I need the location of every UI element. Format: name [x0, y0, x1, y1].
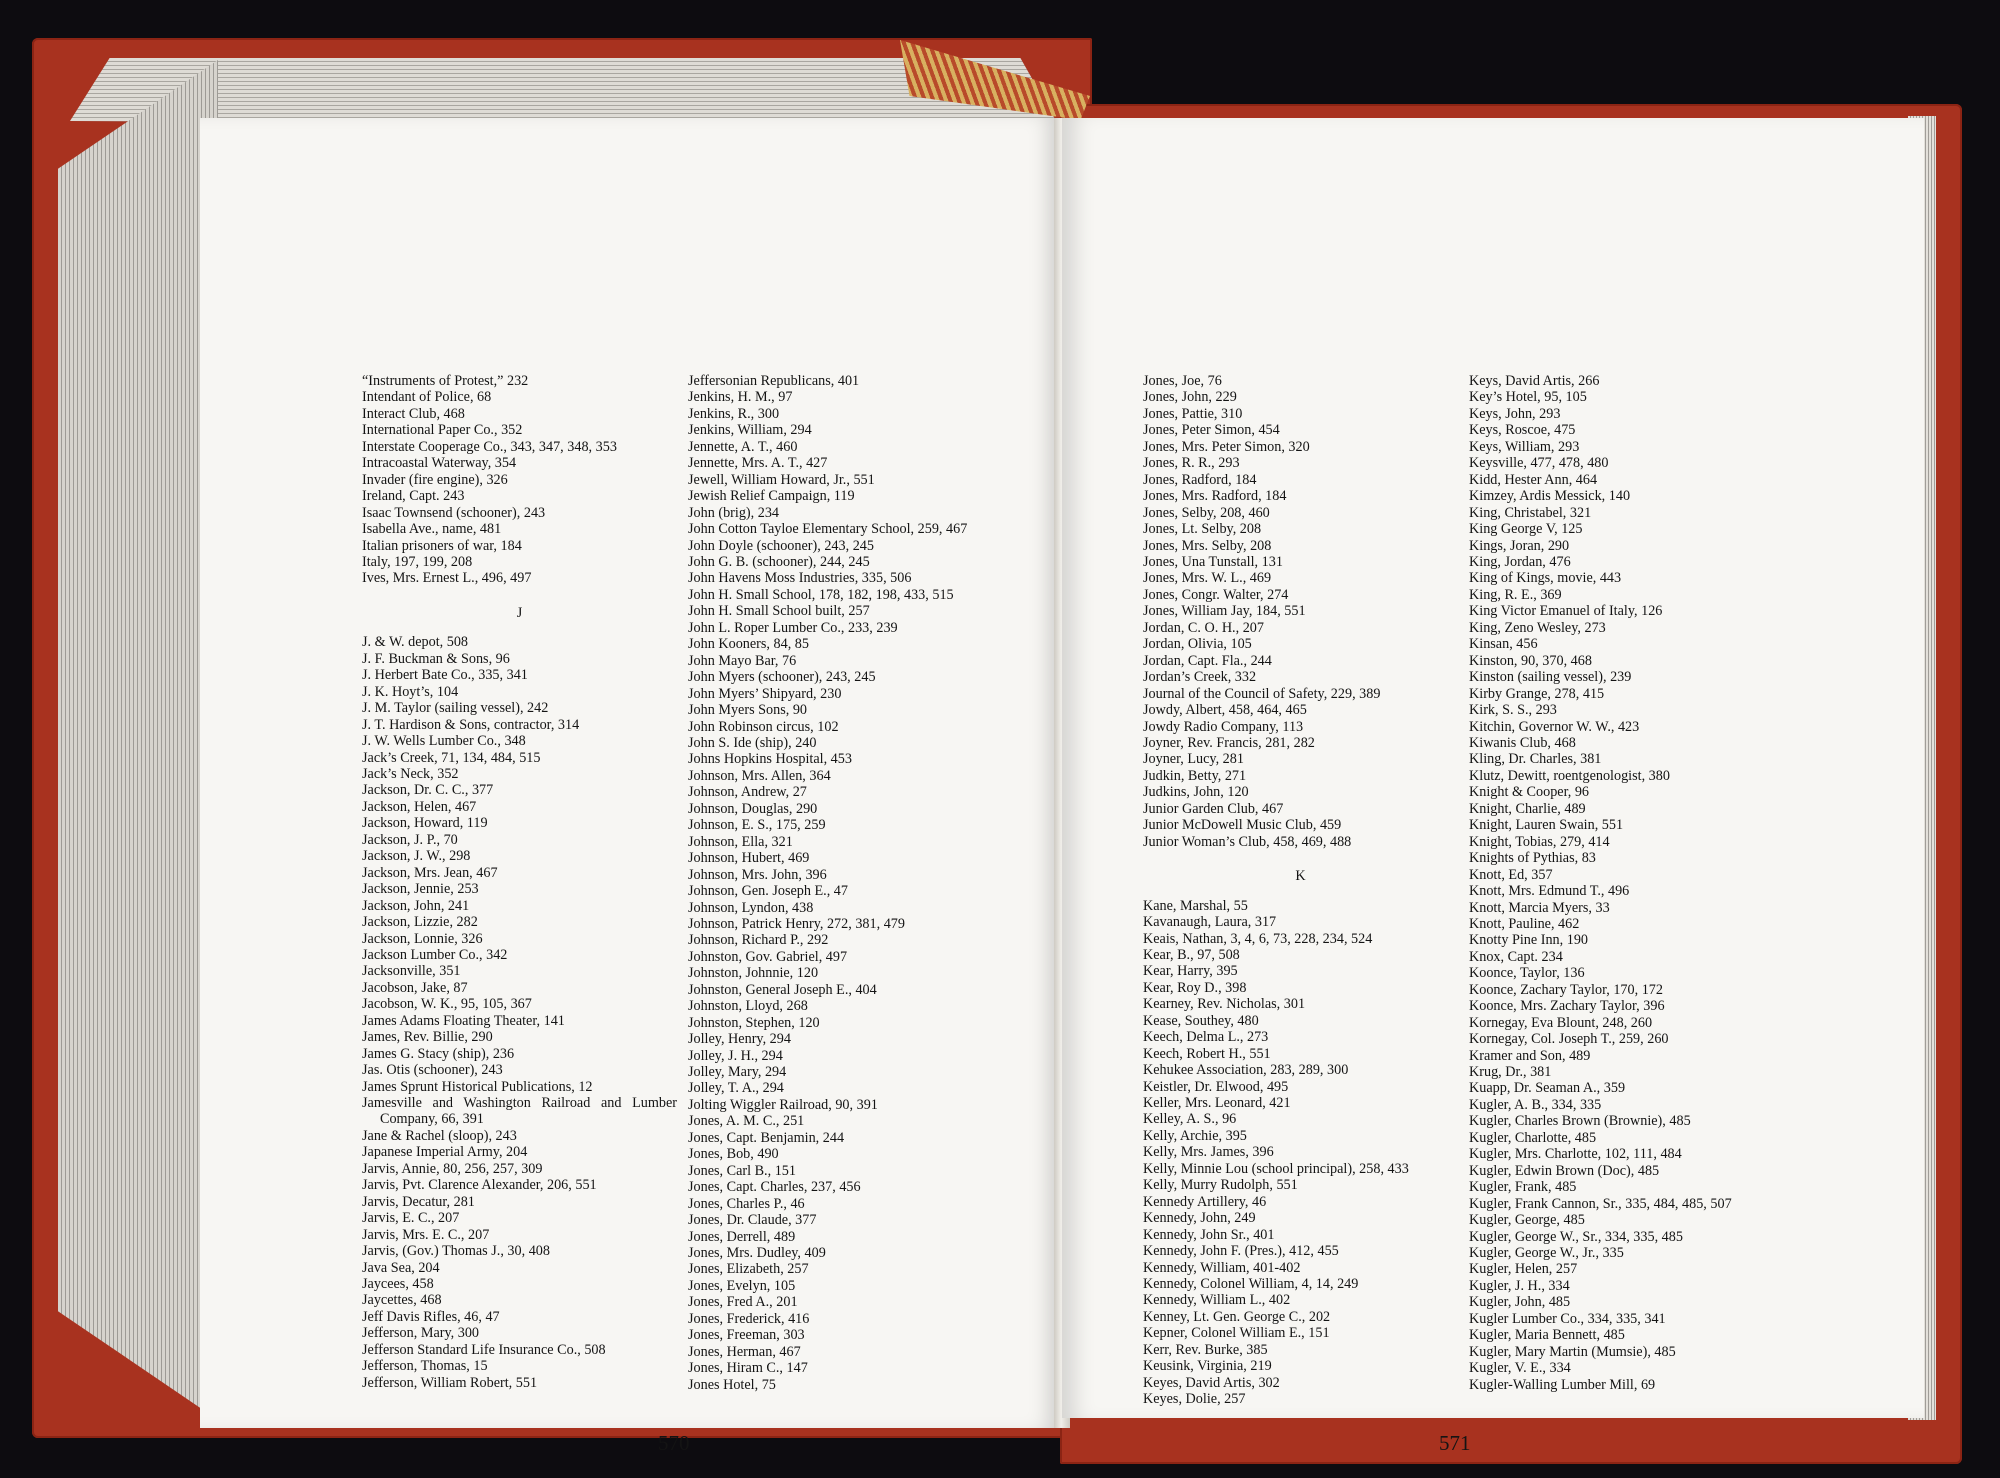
index-entry: Jacobson, W. K., 95, 105, 367	[362, 996, 532, 1013]
index-entry: Kimzey, Ardis Messick, 140	[1469, 488, 1631, 505]
index-entry: Knight & Cooper, 96	[1469, 784, 1590, 801]
index-entry: John (brig), 234	[688, 504, 780, 521]
index-entry: Kornegay, Col. Joseph T., 259, 260	[1469, 1031, 1669, 1048]
index-entry: Kirk, S. S., 293	[1469, 702, 1557, 719]
index-entry: John S. Ide (ship), 240	[688, 734, 817, 751]
index-entry: “Instruments of Protest,” 232	[362, 373, 529, 389]
index-entry: Kerr, Rev. Burke, 385	[1143, 1341, 1268, 1358]
index-entry: J. Herbert Bate Co., 335, 341	[362, 667, 528, 684]
index-entry: Jackson Lumber Co., 342	[362, 946, 508, 963]
index-entry: Johnson, Gen. Joseph E., 47	[688, 883, 848, 900]
index-entry: Johnson, Richard P., 292	[688, 932, 829, 949]
index-entry: Kelly, Archie, 395	[1143, 1127, 1247, 1144]
index-entry: Jones, Mrs. Dudley, 409	[688, 1245, 826, 1262]
index-entry: Keech, Delma L., 273	[1143, 1029, 1269, 1046]
index-entry: Jefferson, William Robert, 551	[362, 1374, 538, 1391]
index-entry: Kugler-Walling Lumber Mill, 69	[1469, 1376, 1656, 1393]
right-page	[1062, 118, 1924, 1455]
index-entry: John Havens Moss Industries, 335, 506	[688, 570, 912, 587]
index-entry: Jones, Congr. Walter, 274	[1143, 586, 1289, 603]
index-entry: Jones, Fred A., 201	[688, 1294, 798, 1311]
index-entry: King Victor Emanuel of Italy, 126	[1469, 603, 1663, 620]
index-entry: Jack’s Creek, 71, 134, 484, 515	[362, 749, 541, 766]
index-entry: Jenkins, H. M., 97	[688, 389, 793, 406]
index-entry: Jaycees, 458	[362, 1276, 434, 1293]
index-entry: Kugler Lumber Co., 334, 335, 341	[1469, 1310, 1666, 1327]
index-entry: Kugler, Mrs. Charlotte, 102, 111, 484	[1469, 1146, 1682, 1163]
index-entry: Jones, Evelyn, 105	[688, 1277, 796, 1294]
index-entry: Keech, Robert H., 551	[1143, 1045, 1271, 1062]
index-entry: Kear, Roy D., 398	[1143, 979, 1247, 996]
index-entry: Jefferson Standard Life Insurance Co., 508	[362, 1341, 606, 1358]
index-entry: King George V, 125	[1469, 521, 1583, 538]
index-entry: King, Zeno Wesley, 273	[1469, 619, 1606, 636]
index-entry: Jennette, Mrs. A. T., 427	[688, 455, 828, 472]
index-entry: Johnston, Gov. Gabriel, 497	[688, 948, 848, 965]
index-entry: Kugler, J. H., 334	[1469, 1277, 1570, 1294]
index-entry: Knox, Capt. 234	[1469, 948, 1563, 965]
index-entry: Italy, 197, 199, 208	[362, 553, 473, 570]
index-entry: Kelly, Murry Rudolph, 551	[1143, 1177, 1298, 1194]
index-entry: Jones, Carl B., 151	[688, 1162, 796, 1179]
index-entry: Klutz, Dewitt, roentgenologist, 380	[1469, 767, 1670, 784]
index-entry: Jackson, J. W., 298	[362, 848, 471, 865]
index-entry: Keyes, David Artis, 302	[1143, 1374, 1280, 1391]
index-entry: Ives, Mrs. Ernest L., 496, 497	[362, 570, 532, 587]
index-entry: Jarvis, Pvt. Clarence Alexander, 206, 551	[362, 1177, 597, 1194]
index-entry: Jones, Mrs. W. L., 469	[1143, 570, 1272, 587]
index-entry: Jack’s Neck, 352	[362, 765, 459, 782]
index-entry: Kugler, John, 485	[1469, 1294, 1571, 1311]
index-entry: John Doyle (schooner), 243, 245	[688, 537, 874, 554]
index-entry: Kidd, Hester Ann, 464	[1469, 471, 1598, 488]
index-entry: John Cotton Tayloe Elementary School, 259, 467	[688, 521, 968, 538]
index-entry: Judkin, Betty, 271	[1143, 767, 1247, 784]
index-entry: James Sprunt Historical Publications, 12	[362, 1078, 593, 1095]
index-entry: Italian prisoners of war, 184	[362, 537, 522, 554]
index-entry: Jones, R. R., 293	[1143, 455, 1240, 472]
index-entry: Joyner, Lucy, 281	[1143, 751, 1244, 768]
index-entry: J. & W. depot, 508	[362, 634, 469, 651]
index-entry: Jones, William Jay, 184, 551	[1143, 603, 1306, 620]
index-entry: James, Rev. Billie, 290	[362, 1029, 493, 1046]
index-entry: Knott, Marcia Myers, 33	[1469, 899, 1610, 916]
index-entry: King, Christabel, 321	[1469, 504, 1592, 521]
index-entry: Jones, Radford, 184	[1143, 471, 1257, 488]
index-entry: Isabella Ave., name, 481	[362, 521, 502, 538]
index-entry: Kennedy, William, 401-402	[1143, 1259, 1301, 1276]
index-entry: Judkins, John, 120	[1143, 784, 1249, 801]
index-entry: Invader (fire engine), 326	[362, 471, 508, 488]
index-entry: Jackson, Mrs. Jean, 467	[362, 864, 498, 881]
index-entry: Johnson, E. S., 175, 259	[688, 817, 826, 834]
index-entry: Johnston, Stephen, 120	[688, 1014, 820, 1031]
index-entry: Keusink, Virginia, 219	[1143, 1358, 1272, 1375]
index-entry: Kinston (sailing vessel), 239	[1469, 669, 1632, 686]
index-entry: Jenkins, R., 300	[688, 405, 780, 422]
index-entry: Jones, Derrell, 489	[688, 1228, 796, 1245]
index-entry: Kiwanis Club, 468	[1469, 734, 1576, 751]
index-entry: Kelly, Mrs. James, 396	[1143, 1144, 1274, 1161]
index-entry: Jarvis, Mrs. E. C., 207	[362, 1226, 490, 1243]
index-entry: Jacobson, Jake, 87	[362, 979, 468, 996]
right-page-column-2	[1469, 373, 1784, 1393]
index-entry: Kennedy, John Sr., 401	[1143, 1226, 1275, 1243]
index-entry: Jenkins, William, 294	[688, 422, 812, 439]
index-entry: Keyes, Dolie, 257	[1143, 1391, 1246, 1408]
index-entry: Jarvis, Annie, 80, 256, 257, 309	[362, 1160, 543, 1177]
index-entry: Jolley, J. H., 294	[688, 1047, 783, 1064]
index-entry: Koonce, Zachary Taylor, 170, 172	[1469, 981, 1663, 998]
index-entry: Intracoastal Waterway, 354	[362, 455, 517, 472]
index-entry: Keys, Roscoe, 475	[1469, 422, 1576, 439]
index-entry: Jolley, Mary, 294	[688, 1064, 787, 1081]
index-entry: Kennedy, William L., 402	[1143, 1292, 1291, 1309]
left-page	[200, 118, 1062, 1455]
index-entry: J. W. Wells Lumber Co., 348	[362, 733, 526, 750]
index-entry: Johnson, Hubert, 469	[688, 850, 810, 867]
index-entry: Kings, Joran, 290	[1469, 537, 1570, 554]
index-entry: Kehukee Association, 283, 289, 300	[1143, 1062, 1349, 1079]
index-entry: Jaycettes, 468	[362, 1292, 442, 1309]
index-entry: Kinston, 90, 370, 468	[1469, 652, 1592, 669]
index-entry: Junior McDowell Music Club, 459	[1143, 817, 1342, 834]
index-entry: Kennedy, Colonel William, 4, 14, 249	[1143, 1276, 1359, 1293]
index-entry: Jarvis, (Gov.) Thomas J., 30, 408	[362, 1243, 550, 1260]
index-entry: Jackson, J. P., 70	[362, 831, 458, 848]
index-entry: Kelly, Minnie Lou (school principal), 258, 433	[1143, 1160, 1409, 1177]
index-entry: Knight, Lauren Swain, 551	[1469, 817, 1624, 834]
index-entry: Kane, Marshal, 55	[1143, 897, 1248, 914]
index-entry: Kitchin, Governor W. W., 423	[1469, 718, 1640, 735]
index-entry: Jones, Peter Simon, 454	[1143, 422, 1280, 439]
index-entry: John Myers (schooner), 243, 245	[688, 669, 876, 686]
index-entry: Japanese Imperial Army, 204	[362, 1144, 528, 1161]
index-entry: Jas. Otis (schooner), 243	[362, 1062, 503, 1079]
index-entry: Johnson, Ella, 321	[688, 833, 793, 850]
index-entry: John H. Small School built, 257	[688, 603, 870, 620]
index-entry: James G. Stacy (ship), 236	[362, 1045, 515, 1062]
index-entry: Kugler, Edwin Brown (Doc), 485	[1469, 1162, 1660, 1179]
index-entry: Kepner, Colonel William E., 151	[1143, 1325, 1330, 1342]
index-entry: John G. B. (schooner), 244, 245	[688, 553, 870, 570]
index-entry: Kugler, Maria Bennett, 485	[1469, 1327, 1625, 1344]
index-entry: John Myers’ Shipyard, 230	[688, 685, 842, 702]
index-entry: Jones, Selby, 208, 460	[1143, 504, 1270, 521]
index-entry: Krug, Dr., 381	[1469, 1064, 1552, 1081]
index-entry: John Robinson circus, 102	[688, 718, 839, 735]
index-entry: Johnston, General Joseph E., 404	[688, 981, 877, 998]
index-entry: Jones, Capt. Benjamin, 244	[688, 1129, 845, 1146]
index-entry: Interact Club, 468	[362, 405, 465, 422]
index-entry: Jacksonville, 351	[362, 963, 461, 980]
index-entry: Kugler, George W., Jr., 335	[1469, 1245, 1624, 1262]
index-entry: Jones, John, 229	[1143, 389, 1237, 406]
index-entry: Keller, Mrs. Leonard, 421	[1143, 1095, 1291, 1112]
index-entry: Jackson, Lonnie, 326	[362, 930, 483, 947]
index-entry: Kugler, Mary Martin (Mumsie), 485	[1469, 1343, 1676, 1360]
index-entry: Johnson, Andrew, 27	[688, 784, 807, 801]
index-entry: International Paper Co., 352	[362, 422, 523, 439]
index-entry: Jolley, T. A., 294	[688, 1080, 784, 1097]
section-letter-heading: K	[1295, 868, 1306, 885]
index-entry: Jones, Dr. Claude, 377	[688, 1212, 817, 1229]
index-entry: John Kooners, 84, 85	[688, 636, 809, 653]
index-entry: Knight, Tobias, 279, 414	[1469, 833, 1610, 850]
index-entry: King, Jordan, 476	[1469, 553, 1571, 570]
index-entry: Johnston, Lloyd, 268	[688, 998, 808, 1015]
index-entry: Interstate Cooperage Co., 343, 347, 348, 353	[362, 438, 617, 455]
index-entry: Johnson, Lyndon, 438	[688, 899, 814, 916]
index-entry: John L. Roper Lumber Co., 233, 239	[688, 619, 898, 636]
index-entry: Kugler, Frank, 485	[1469, 1179, 1577, 1196]
index-entry: Keys, John, 293	[1469, 405, 1561, 422]
index-entry: Jones, Herman, 467	[688, 1343, 801, 1360]
index-entry: Keys, David Artis, 266	[1469, 373, 1600, 389]
index-entry: Jones, Joe, 76	[1143, 373, 1222, 389]
index-entry: Jolting Wiggler Railroad, 90, 391	[688, 1096, 878, 1113]
index-entry: Ireland, Capt. 243	[362, 488, 465, 505]
index-entry: J. T. Hardison & Sons, contractor, 314	[362, 716, 580, 733]
index-entry: Kugler, Helen, 257	[1469, 1261, 1578, 1278]
left-page-number: 570	[658, 1431, 690, 1455]
index-entry: Kugler, Charles Brown (Brownie), 485	[1469, 1113, 1691, 1130]
index-entry: Kennedy, John F. (Pres.), 412, 455	[1143, 1243, 1339, 1260]
index-entry: Kennedy, John, 249	[1143, 1210, 1256, 1227]
index-entry: Jones, Mrs. Radford, 184	[1143, 488, 1287, 505]
index-entry: Knott, Mrs. Edmund T., 496	[1469, 883, 1630, 900]
index-entry: Joyner, Rev. Francis, 281, 282	[1143, 734, 1315, 751]
index-entry: Kramer and Son, 489	[1469, 1047, 1591, 1064]
section-letter-heading: J	[516, 604, 523, 621]
index-entry: Jordan, Olivia, 105	[1143, 636, 1252, 653]
index-entry: Jefferson, Thomas, 15	[362, 1358, 488, 1375]
index-entry: Knott, Pauline, 462	[1469, 915, 1580, 932]
index-entry: Jones, Bob, 490	[688, 1146, 779, 1163]
index-entry: Jarvis, Decatur, 281	[362, 1193, 475, 1210]
index-entry: Jarvis, E. C., 207	[362, 1210, 460, 1227]
index-entry: Kavanaugh, Laura, 317	[1143, 914, 1277, 931]
index-entry: Jennette, A. T., 460	[688, 438, 798, 455]
index-entry: John Mayo Bar, 76	[688, 652, 797, 669]
index-entry: Kornegay, Eva Blount, 248, 260	[1469, 1014, 1653, 1031]
index-entry: Jordan, C. O. H., 207	[1143, 619, 1264, 636]
index-entry: Jones, Elizabeth, 257	[688, 1261, 809, 1278]
index-entry: Jones, Capt. Charles, 237, 456	[688, 1179, 861, 1196]
index-entry: Johnson, Mrs. John, 396	[688, 866, 827, 883]
index-entry: Kinsan, 456	[1469, 636, 1538, 653]
index-entry: Knights of Pythias, 83	[1469, 850, 1596, 867]
index-entry: Johnson, Patrick Henry, 272, 381, 479	[688, 915, 905, 932]
index-entry: Keistler, Dr. Elwood, 495	[1143, 1078, 1289, 1095]
index-entry: Kuapp, Dr. Seaman A., 359	[1469, 1080, 1626, 1097]
index-entry: Kenney, Lt. Gen. George C., 202	[1143, 1308, 1331, 1325]
index-entry: Jeff Davis Rifles, 46, 47	[362, 1308, 500, 1325]
index-entry: Jackson, Helen, 467	[362, 798, 477, 815]
index-entry: John Myers Sons, 90	[688, 702, 808, 719]
index-entry: Kugler, George W., Sr., 334, 335, 485	[1469, 1228, 1683, 1245]
index-entry: Johnson, Mrs. Allen, 364	[688, 767, 831, 784]
index-entry: Jowdy Radio Company, 113	[1143, 718, 1304, 735]
index-entry: Jones, A. M. C., 251	[688, 1113, 805, 1130]
index-entry: Kearney, Rev. Nicholas, 301	[1143, 996, 1306, 1013]
index-entry: Jones, Frederick, 416	[688, 1310, 810, 1327]
left-page-column-1	[362, 373, 677, 1391]
index-entry: Jones, Mrs. Selby, 208	[1143, 537, 1272, 554]
index-entry: Kease, Southey, 480	[1143, 1012, 1259, 1029]
index-entry: Kear, B., 97, 508	[1143, 946, 1240, 963]
index-entry: Junior Woman’s Club, 458, 469, 488	[1143, 833, 1352, 850]
index-entry: King of Kings, movie, 443	[1469, 570, 1622, 587]
index-entry: Jones, Una Tunstall, 131	[1143, 553, 1283, 570]
index-entry: Jane & Rachel (sloop), 243	[362, 1127, 517, 1144]
index-entry: Keys, William, 293	[1469, 438, 1580, 455]
index-entry: Jewell, William Howard, Jr., 551	[688, 471, 875, 488]
index-entry: Kling, Dr. Charles, 381	[1469, 751, 1602, 768]
index-entry: Johnston, Johnnie, 120	[688, 965, 819, 982]
index-entry: Key’s Hotel, 95, 105	[1469, 389, 1587, 406]
index-entry: Jackson, Dr. C. C., 377	[362, 782, 494, 799]
index-entry: Kirby Grange, 278, 415	[1469, 685, 1605, 702]
index-entry: Jowdy, Albert, 458, 464, 465	[1143, 702, 1307, 719]
index-entry: Jordan, Capt. Fla., 244	[1143, 652, 1272, 669]
index-entry: J. M. Taylor (sailing vessel), 242	[362, 700, 549, 717]
index-entry: Kennedy Artillery, 46	[1143, 1193, 1267, 1210]
index-entry: Johnson, Douglas, 290	[688, 800, 818, 817]
index-entry: Kear, Harry, 395	[1143, 963, 1238, 980]
index-entry: J. F. Buckman & Sons, 96	[362, 650, 510, 667]
left-page-column-2	[688, 373, 1003, 1393]
index-entry: Kelley, A. S., 96	[1143, 1111, 1237, 1128]
index-entry: Jamesville and Washington Railroad and Lumber Company, 66, 391	[362, 1095, 677, 1128]
index-entry: Jones, Mrs. Peter Simon, 320	[1143, 438, 1310, 455]
index-entry: Koonce, Mrs. Zachary Taylor, 396	[1469, 998, 1665, 1015]
index-entry: John H. Small School, 178, 182, 198, 433, 515	[688, 586, 954, 603]
index-entry: Kugler, V. E., 334	[1469, 1360, 1571, 1377]
index-entry: Jones, Hiram C., 147	[688, 1360, 808, 1377]
page-block-left-edge	[58, 60, 218, 1420]
index-entry: Journal of the Council of Safety, 229, 389	[1143, 685, 1381, 702]
right-page-column-1	[1143, 373, 1458, 1408]
index-entry: Jordan’s Creek, 332	[1143, 669, 1257, 686]
index-entry: Jeffersonian Republicans, 401	[688, 373, 860, 389]
index-entry: Isaac Townsend (schooner), 243	[362, 504, 546, 521]
index-entry: Kugler, Frank Cannon, Sr., 335, 484, 485, 507	[1469, 1195, 1732, 1212]
index-entry: Koonce, Taylor, 136	[1469, 965, 1585, 982]
index-entry: Jackson, John, 241	[362, 897, 470, 914]
right-page-number: 571	[1439, 1431, 1471, 1455]
index-entry: Jolley, Henry, 294	[688, 1031, 791, 1048]
index-entry: Kugler, Charlotte, 485	[1469, 1129, 1597, 1146]
index-entry: Jones, Charles P., 46	[688, 1195, 805, 1212]
index-entry: Jones, Freeman, 303	[688, 1327, 805, 1344]
index-entry: Jewish Relief Campaign, 119	[688, 488, 855, 505]
index-entry: Jackson, Howard, 119	[362, 815, 488, 832]
index-entry: Knight, Charlie, 489	[1469, 800, 1586, 817]
index-entry: J. K. Hoyt’s, 104	[362, 683, 459, 700]
index-entry: Kugler, George, 485	[1469, 1212, 1585, 1229]
index-entry: Intendant of Police, 68	[362, 389, 492, 406]
index-entry: James Adams Floating Theater, 141	[362, 1012, 565, 1029]
index-entry: Jones Hotel, 75	[688, 1376, 776, 1393]
index-entry: Kugler, A. B., 334, 335	[1469, 1096, 1602, 1113]
index-entry: Jackson, Lizzie, 282	[362, 914, 478, 931]
index-entry: Jones, Pattie, 310	[1143, 405, 1243, 422]
index-entry: Johns Hopkins Hospital, 453	[688, 751, 852, 768]
index-entry: Keais, Nathan, 3, 4, 6, 73, 228, 234, 524	[1143, 930, 1373, 947]
index-entry: King, R. E., 369	[1469, 586, 1562, 603]
index-entry: Jackson, Jennie, 253	[362, 881, 479, 898]
index-entry: Java Sea, 204	[362, 1259, 440, 1276]
index-entry: Knott, Ed, 357	[1469, 866, 1553, 883]
index-entry: Junior Garden Club, 467	[1143, 800, 1284, 817]
index-entry: Jones, Lt. Selby, 208	[1143, 521, 1262, 538]
index-entry: Keysville, 477, 478, 480	[1469, 455, 1609, 472]
index-entry: Knotty Pine Inn, 190	[1469, 932, 1589, 949]
index-entry: Jefferson, Mary, 300	[362, 1325, 480, 1342]
